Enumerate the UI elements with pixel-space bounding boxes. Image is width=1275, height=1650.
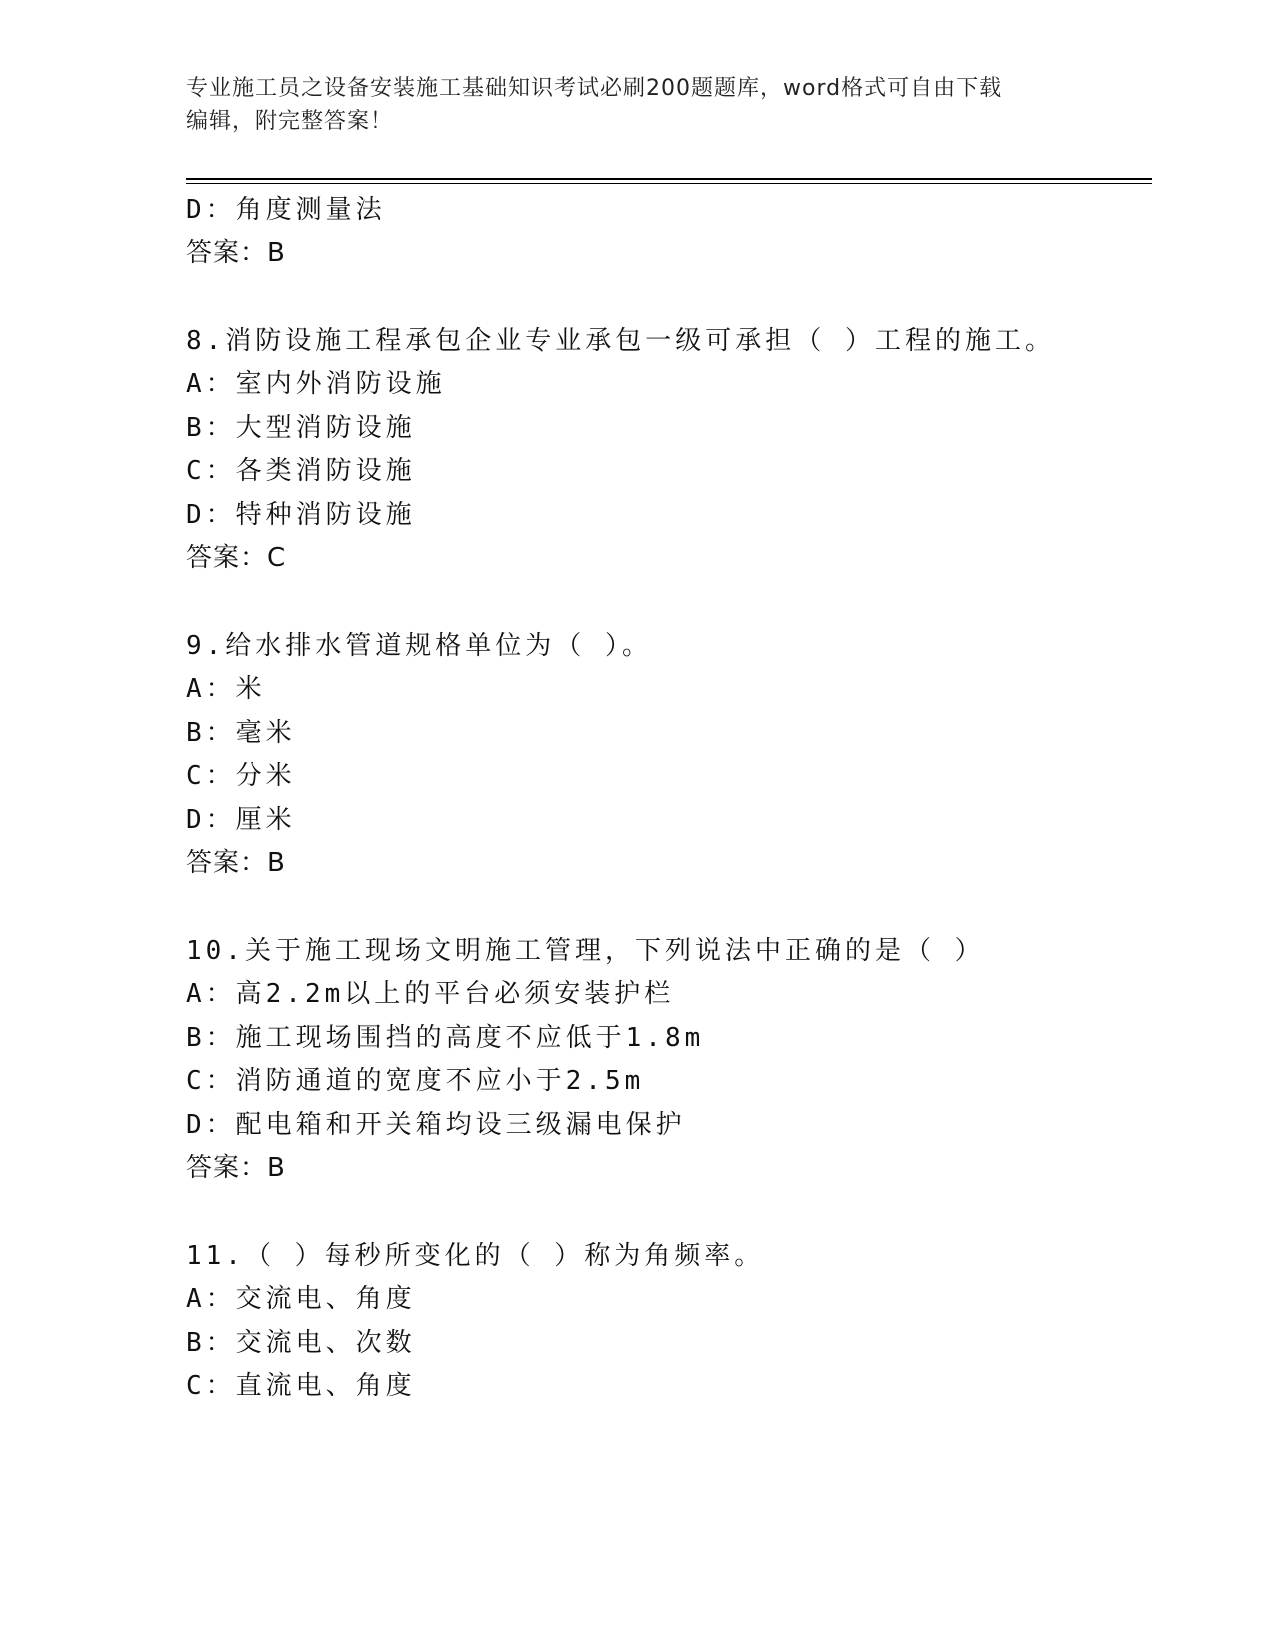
q9-option-d: D：厘米 [186, 805, 296, 835]
q10-option-a: A：高2.2m以上的平台必须安装护栏 [186, 979, 675, 1009]
q10-answer: 答案：B [186, 1153, 286, 1183]
q10-option-c: C：消防通道的宽度不应小于2.5m [186, 1066, 645, 1096]
header-divider-thin [186, 183, 1152, 184]
q8-option-c: C：各类消防设施 [186, 456, 416, 486]
q8-option-a: A：室内外消防设施 [186, 369, 446, 399]
q9-option-c: C：分米 [186, 761, 296, 791]
q9-option-a: A：米 [186, 674, 266, 704]
header-divider-thick [186, 178, 1152, 180]
q10-question: 10.关于施工现场文明施工管理，下列说法中正确的是（ ） [186, 936, 985, 966]
document-header [186, 72, 1066, 138]
q8-option-b: B：大型消防设施 [186, 413, 416, 443]
q11-option-a: A：交流电、角度 [186, 1284, 416, 1314]
q8-option-d: D：特种消防设施 [186, 500, 416, 530]
q11-question: 11.（ ）每秒所变化的（ ）称为角频率。 [186, 1241, 765, 1271]
header-title-line-2: 编辑，附完整答案！ [186, 109, 394, 134]
q11-option-c: C：直流电、角度 [186, 1371, 416, 1401]
q9-option-b: B：毫米 [186, 718, 296, 748]
header-title-line-1: 专业施工员之设备安装施工基础知识考试必刷200题题库，word格式可自由下载 [186, 76, 1003, 101]
q10-option-d: D：配电箱和开关箱均设三级漏电保护 [186, 1110, 686, 1140]
q9-answer: 答案：B [186, 848, 286, 878]
q8-answer: 答案：C [186, 543, 287, 573]
q7-option-d: D：角度测量法 [186, 195, 386, 225]
q8-question: 8.消防设施工程承包企业专业承包一级可承担（ ）工程的施工。 [186, 326, 1055, 356]
q9-question: 9.给水排水管道规格单位为（ ）。 [186, 631, 652, 661]
q10-option-b: B：施工现场围挡的高度不应低于1.8m [186, 1023, 705, 1053]
q7-answer: 答案：B [186, 238, 286, 268]
q11-option-b: B：交流电、次数 [186, 1328, 416, 1358]
